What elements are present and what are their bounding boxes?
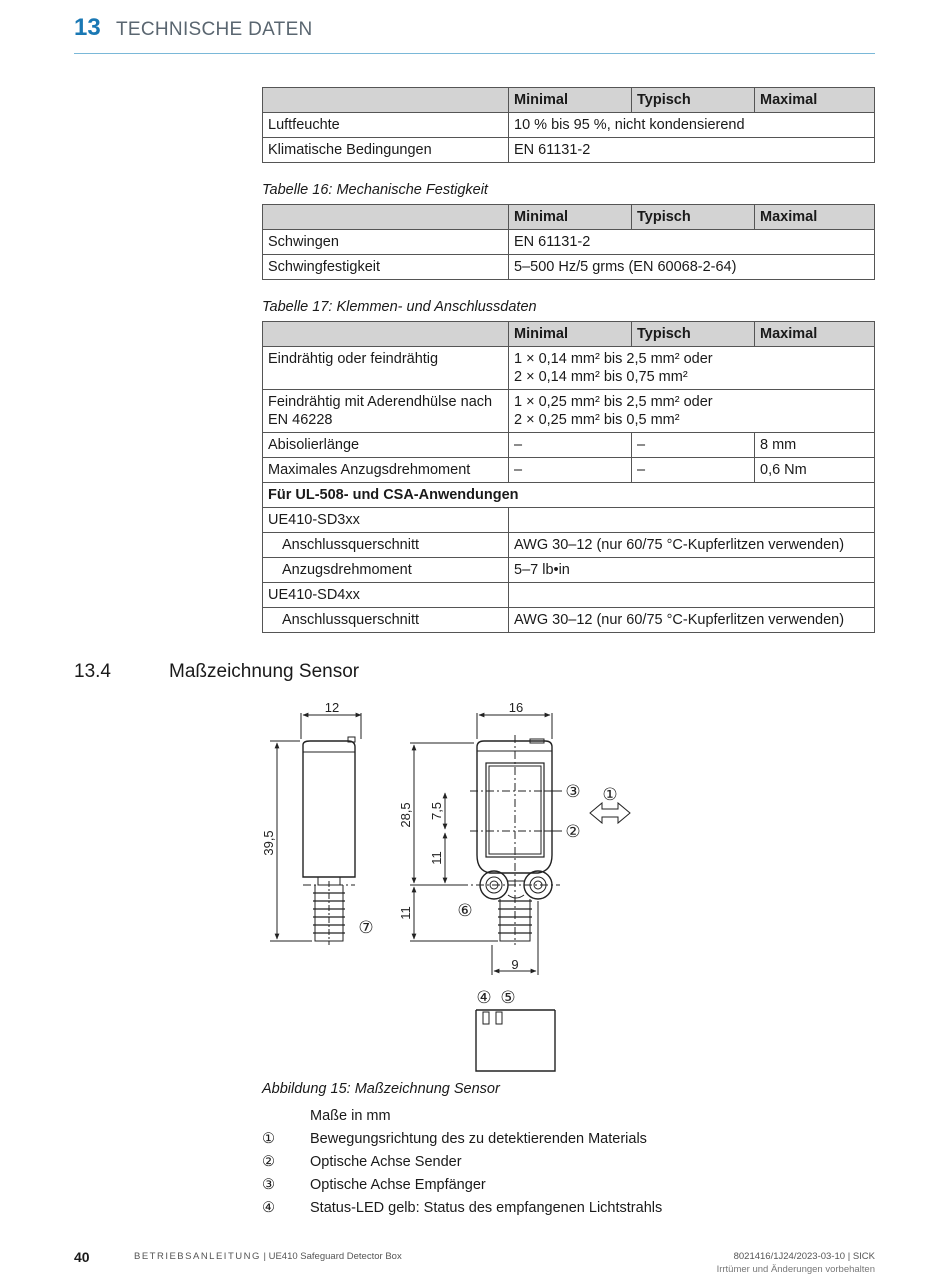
dimension-lower: 11 bbox=[429, 851, 444, 865]
dimension-height-total: 39,5 bbox=[261, 830, 276, 856]
dimension-height-connector: 11 bbox=[398, 906, 413, 920]
table-caption: Tabelle 17: Klemmen- und Anschlussdaten bbox=[262, 299, 537, 315]
legend-symbol: ① bbox=[262, 1131, 275, 1147]
dimension-led-offset: 7,5 bbox=[429, 801, 444, 821]
row-value bbox=[509, 347, 875, 390]
row-label bbox=[263, 390, 509, 433]
table-row bbox=[263, 433, 875, 458]
table-header-cell bbox=[263, 88, 509, 113]
section-title: Maßzeichnung Sensor bbox=[169, 661, 360, 682]
row-value: AWG 30–12 (nur 60/75 °C-Kupferlitzen verwenden) bbox=[509, 533, 875, 558]
table-header-cell: Minimal bbox=[509, 322, 632, 347]
table-row bbox=[263, 483, 875, 508]
min-cell: – bbox=[509, 458, 632, 483]
table-row bbox=[263, 113, 875, 138]
row-value: 5–7 lb•in bbox=[509, 558, 875, 583]
table-header-cell: Maximal bbox=[755, 88, 875, 113]
row-label: UE410-SD3xx bbox=[263, 508, 509, 533]
label-line: EN 46228 bbox=[268, 412, 333, 428]
row-value: AWG 30–12 (nur 60/75 °C-Kupferlitzen verwenden) bbox=[509, 608, 875, 633]
row-value: EN 61131-2 bbox=[509, 138, 875, 163]
header-divider bbox=[74, 53, 875, 54]
row-value: 10 % bis 95 %, nicht kondensierend bbox=[509, 113, 875, 138]
legend-symbol: ② bbox=[262, 1154, 275, 1170]
section-number: 13.4 bbox=[74, 661, 111, 682]
table-header-cell: Maximal bbox=[755, 322, 875, 347]
side-view bbox=[303, 737, 355, 945]
table-header-cell: Minimal bbox=[509, 205, 632, 230]
table-header-row bbox=[263, 322, 875, 347]
footer-document: BETRIEBSANLEITUNG | UE410 Safeguard Detector Box bbox=[134, 1251, 402, 1262]
table-row bbox=[263, 255, 875, 280]
row-label: Schwingen bbox=[263, 230, 509, 255]
doc-id: 8021416/1J24/2023-03-10 bbox=[733, 1251, 846, 1262]
row-label: Maximales Anzugsdrehmoment bbox=[263, 458, 509, 483]
table-row bbox=[263, 558, 875, 583]
legend-symbol: ④ bbox=[262, 1200, 275, 1216]
marker-4: ④ bbox=[476, 988, 492, 1007]
max-cell: 8 mm bbox=[755, 433, 875, 458]
typ-cell: – bbox=[632, 433, 755, 458]
table-row bbox=[263, 347, 875, 390]
footer-doc-id: 8021416/1J24/2023-03-10 | SICK bbox=[733, 1251, 875, 1262]
table-header-cell: Maximal bbox=[755, 205, 875, 230]
marker-7: ⑦ bbox=[358, 918, 374, 937]
row-label: Schwingfestigkeit bbox=[263, 255, 509, 280]
value-line: 2 × 0,25 mm² bis 0,5 mm² bbox=[514, 412, 680, 428]
row-value: 5–500 Hz/5 grms (EN 60068-2-64) bbox=[509, 255, 875, 280]
row-label: Klimatische Bedingungen bbox=[263, 138, 509, 163]
table-row bbox=[263, 608, 875, 633]
dimension-connector-width: 9 bbox=[511, 957, 519, 972]
table-header-cell: Typisch bbox=[632, 205, 755, 230]
marker-5: ⑤ bbox=[500, 988, 516, 1007]
legend-text: Optische Achse Empfänger bbox=[310, 1177, 486, 1193]
value-line: 2 × 0,14 mm² bis 0,75 mm² bbox=[514, 369, 688, 385]
row-label: Abisolierlänge bbox=[263, 433, 509, 458]
table-caption: Tabelle 16: Mechanische Festigkeit bbox=[262, 182, 488, 198]
dimension-height-body: 28,5 bbox=[398, 802, 413, 828]
page-number: 40 bbox=[74, 1249, 90, 1265]
dimension-width-side: 12 bbox=[324, 700, 340, 715]
marker-6: ⑥ bbox=[457, 901, 473, 920]
figure-caption: Abbildung 15: Maßzeichnung Sensor bbox=[262, 1081, 500, 1097]
marker-3: ③ bbox=[565, 782, 581, 801]
table-header-row bbox=[263, 88, 875, 113]
mechanical-table bbox=[262, 204, 875, 280]
environment-table bbox=[262, 87, 875, 163]
row-label: Anschlussquerschnitt bbox=[263, 608, 509, 633]
led-detail-view bbox=[476, 1010, 555, 1071]
table-header-cell bbox=[263, 205, 509, 230]
table-header-cell bbox=[263, 322, 509, 347]
brand: SICK bbox=[852, 1251, 875, 1262]
min-cell: – bbox=[509, 433, 632, 458]
table-row bbox=[263, 458, 875, 483]
row-value bbox=[509, 390, 875, 433]
chapter-title: TECHNISCHE DATEN bbox=[116, 19, 313, 40]
max-cell: 0,6 Nm bbox=[755, 458, 875, 483]
dimension-drawing bbox=[240, 695, 660, 1080]
label-line: Feindrähtig mit Aderendhülse nach bbox=[268, 394, 493, 410]
legend-text: Status-LED gelb: Status des empfangenen Lichtstrahls bbox=[310, 1200, 663, 1216]
table-row bbox=[263, 230, 875, 255]
table-row bbox=[263, 583, 875, 608]
table-row bbox=[263, 508, 875, 533]
dimension-width-front: 16 bbox=[508, 700, 524, 715]
product-name: UE410 Safeguard Detector Box bbox=[268, 1251, 402, 1262]
table-header-cell: Minimal bbox=[509, 88, 632, 113]
table-header-row bbox=[263, 205, 875, 230]
double-arrow-icon bbox=[590, 803, 630, 823]
legend-symbol: ③ bbox=[262, 1177, 275, 1193]
legend-text: Maße in mm bbox=[310, 1108, 391, 1124]
marker-1: ① bbox=[602, 785, 618, 804]
table-header-cell: Typisch bbox=[632, 322, 755, 347]
typ-cell: – bbox=[632, 458, 755, 483]
table-header-cell: Typisch bbox=[632, 88, 755, 113]
doc-type: BETRIEBSANLEITUNG bbox=[134, 1251, 261, 1262]
terminal-table bbox=[262, 321, 875, 633]
table-row bbox=[263, 138, 875, 163]
chapter-number: 13 bbox=[74, 14, 101, 41]
row-value bbox=[509, 508, 875, 533]
row-label: UE410-SD4xx bbox=[263, 583, 509, 608]
table-row bbox=[263, 390, 875, 433]
row-label: Luftfeuchte bbox=[263, 113, 509, 138]
legend-text: Bewegungsrichtung des zu detektierenden Materials bbox=[310, 1131, 647, 1147]
footer-note: Irrtümer und Änderungen vorbehalten bbox=[716, 1264, 875, 1275]
marker-2: ② bbox=[565, 822, 581, 841]
legend-text: Optische Achse Sender bbox=[310, 1154, 462, 1170]
row-value: EN 61131-2 bbox=[509, 230, 875, 255]
value-line: 1 × 0,25 mm² bis 2,5 mm² oder bbox=[514, 394, 713, 410]
row-label: Anzugsdrehmoment bbox=[263, 558, 509, 583]
row-value bbox=[509, 583, 875, 608]
group-heading: Für UL-508- und CSA-Anwendungen bbox=[263, 483, 875, 508]
table-row bbox=[263, 533, 875, 558]
value-line: 1 × 0,14 mm² bis 2,5 mm² oder bbox=[514, 351, 713, 367]
front-view bbox=[460, 735, 560, 945]
row-label: Eindrähtig oder feindrähtig bbox=[263, 347, 509, 390]
row-label: Anschlussquerschnitt bbox=[263, 533, 509, 558]
